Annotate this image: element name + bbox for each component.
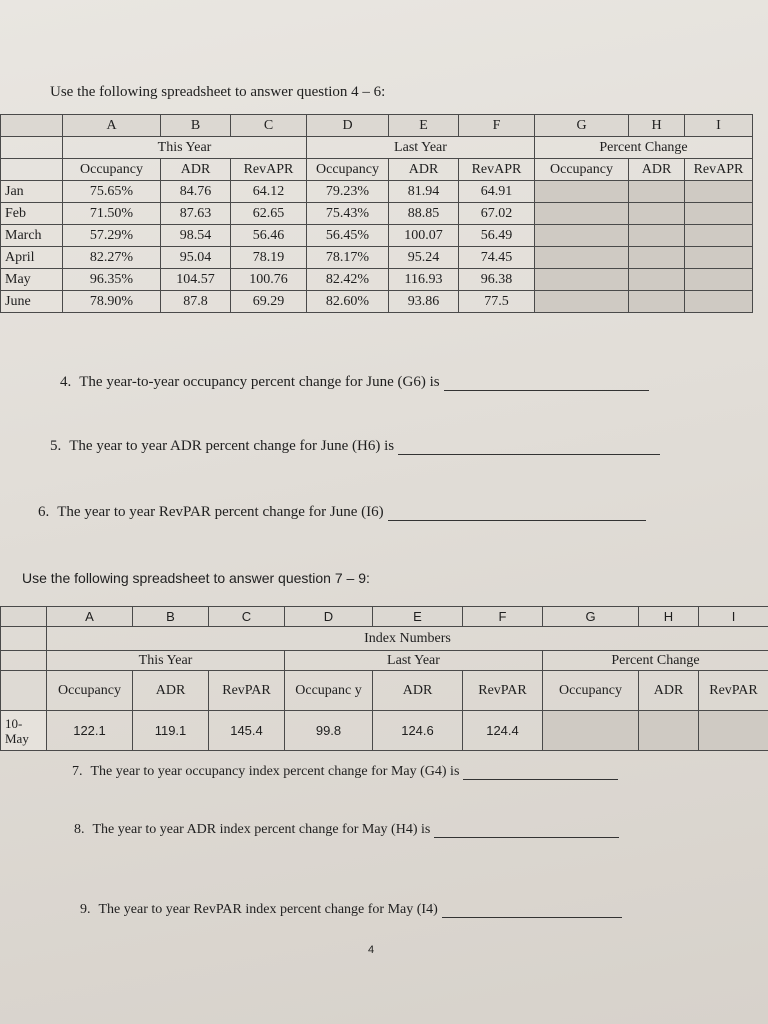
- cell-ly-adr[interactable]: 116.93: [389, 269, 459, 291]
- question-4: [60, 374, 649, 391]
- section2-intro: Use the following spreadsheet to answer question 7 – 9:: [22, 570, 370, 586]
- cell-ty-adr[interactable]: 98.54: [161, 225, 231, 247]
- header-occupancy: Occupancy: [535, 159, 629, 181]
- header-occupancy: Occupancy: [47, 671, 133, 711]
- cell-ty-occupancy[interactable]: 71.50%: [63, 203, 161, 225]
- answer-blank[interactable]: [463, 778, 618, 780]
- column-letter: G: [543, 607, 639, 627]
- question-number: 7.: [72, 764, 83, 779]
- title-row: [1, 627, 768, 651]
- group-last-year: Last Year: [285, 651, 543, 671]
- header-revpar: RevPAR: [699, 671, 768, 711]
- cell-pc-adr[interactable]: [629, 225, 685, 247]
- column-letter: F: [463, 607, 543, 627]
- table-row: [1, 225, 753, 247]
- cell-ty-occupancy[interactable]: 75.65%: [63, 181, 161, 203]
- group-header-row: [1, 651, 768, 671]
- header-adr: ADR: [629, 159, 685, 181]
- cell-ty-adr[interactable]: 87.63: [161, 203, 231, 225]
- answer-blank[interactable]: [444, 389, 649, 391]
- row-label: 10- May: [1, 711, 47, 751]
- cell-pc-occupancy[interactable]: [535, 269, 629, 291]
- row-label-cell: [1, 137, 63, 159]
- cell-pc-adr[interactable]: [639, 711, 699, 751]
- cell-ty-occupancy[interactable]: 78.90%: [63, 291, 161, 313]
- header-adr: ADR: [133, 671, 209, 711]
- table-row: [1, 247, 753, 269]
- table-row: [1, 203, 753, 225]
- cell-ty-adr[interactable]: 104.57: [161, 269, 231, 291]
- group-this-year: This Year: [63, 137, 307, 159]
- answer-blank[interactable]: [434, 836, 619, 838]
- cell-pc-adr[interactable]: [629, 291, 685, 313]
- header-revpar: RevPAR: [463, 671, 543, 711]
- column-letter: D: [307, 115, 389, 137]
- question-text: The year to year RevPAR index percent change for May (I4): [98, 902, 438, 917]
- question-7: [72, 764, 618, 780]
- table-row: [1, 711, 768, 751]
- spreadsheet-monthly: [0, 114, 753, 313]
- column-letter: I: [699, 607, 768, 627]
- question-number: 8.: [74, 822, 85, 837]
- cell-pc-occupancy[interactable]: [535, 247, 629, 269]
- row-label: Feb: [1, 203, 63, 225]
- cell-ly-occupancy[interactable]: 78.17%: [307, 247, 389, 269]
- sheet-title: Index Numbers: [47, 627, 768, 651]
- column-letter: G: [535, 115, 629, 137]
- cell-ly-adr[interactable]: 124.6: [373, 711, 463, 751]
- question-9: [80, 902, 622, 918]
- column-letter-row: [1, 115, 753, 137]
- table-row: [1, 181, 753, 203]
- cell-pc-revpar[interactable]: [685, 269, 753, 291]
- row-label: April: [1, 247, 63, 269]
- cell-pc-adr[interactable]: [629, 181, 685, 203]
- cell-ty-adr[interactable]: 95.04: [161, 247, 231, 269]
- row-label-cell: [1, 627, 47, 651]
- question-text: The year to year occupancy index percent change for May (G4) is: [90, 764, 460, 779]
- question-5: [50, 438, 660, 455]
- question-6: [38, 504, 646, 521]
- column-letter: A: [63, 115, 161, 137]
- question-text: The year to year RevPAR percent change for June (I6): [57, 504, 384, 520]
- row-label: June: [1, 291, 63, 313]
- column-letter: C: [209, 607, 285, 627]
- group-last-year: Last Year: [307, 137, 535, 159]
- cell-ty-adr[interactable]: 119.1: [133, 711, 209, 751]
- header-revpar: RevAPR: [459, 159, 535, 181]
- cell-ly-occupancy[interactable]: 75.43%: [307, 203, 389, 225]
- column-letter: B: [133, 607, 209, 627]
- metric-header-row: [1, 671, 768, 711]
- header-revpar: RevAPR: [231, 159, 307, 181]
- cell-pc-revpar[interactable]: [685, 291, 753, 313]
- cell-ty-revpar[interactable]: 100.76: [231, 269, 307, 291]
- page-number: 4: [368, 944, 375, 956]
- cell-ty-occupancy[interactable]: 122.1: [47, 711, 133, 751]
- header-occupancy: Occupancy: [307, 159, 389, 181]
- cell-pc-revpar[interactable]: [685, 247, 753, 269]
- column-letter-row: [1, 607, 768, 627]
- row-label-cell: [1, 671, 47, 711]
- column-letter: H: [629, 115, 685, 137]
- row-label: Jan: [1, 181, 63, 203]
- cell-ty-revpar[interactable]: 78.19: [231, 247, 307, 269]
- question-text: The year-to-year occupancy percent change for June (G6) is: [79, 374, 440, 390]
- cell-ly-revpar[interactable]: 56.49: [459, 225, 535, 247]
- cell-pc-revpar[interactable]: [685, 181, 753, 203]
- answer-blank[interactable]: [398, 453, 660, 455]
- cell-pc-adr[interactable]: [629, 203, 685, 225]
- cell-ly-adr[interactable]: 95.24: [389, 247, 459, 269]
- row-label: March: [1, 225, 63, 247]
- header-adr: ADR: [161, 159, 231, 181]
- header-revpar: RevPAR: [209, 671, 285, 711]
- header-occupancy: Occupancy: [63, 159, 161, 181]
- cell-ly-adr[interactable]: 93.86: [389, 291, 459, 313]
- question-number: 5.: [50, 438, 62, 454]
- cell-ly-occupancy[interactable]: 79.23%: [307, 181, 389, 203]
- cell-pc-revpar[interactable]: [685, 203, 753, 225]
- group-this-year: This Year: [47, 651, 285, 671]
- cell-ty-occupancy[interactable]: 82.27%: [63, 247, 161, 269]
- column-letter: D: [285, 607, 373, 627]
- column-letter: H: [639, 607, 699, 627]
- question-number: 4.: [60, 374, 72, 390]
- cell-ly-revpar[interactable]: 74.45: [459, 247, 535, 269]
- cell-pc-occupancy[interactable]: [535, 181, 629, 203]
- column-letter: A: [47, 607, 133, 627]
- cell-pc-adr[interactable]: [629, 269, 685, 291]
- cell-ly-occupancy[interactable]: 56.45%: [307, 225, 389, 247]
- cell-ty-occupancy[interactable]: 96.35%: [63, 269, 161, 291]
- cell-ly-adr[interactable]: 100.07: [389, 225, 459, 247]
- cell-ly-occupancy[interactable]: 82.42%: [307, 269, 389, 291]
- corner-cell: [1, 607, 47, 627]
- column-letter: E: [373, 607, 463, 627]
- cell-ly-adr[interactable]: 88.85: [389, 203, 459, 225]
- column-letter: I: [685, 115, 753, 137]
- question-8: [74, 822, 619, 838]
- header-occupancy: Occupanc y: [285, 671, 373, 711]
- question-number: 6.: [38, 504, 50, 520]
- question-text: The year to year ADR index percent change for May (H4) is: [92, 822, 431, 837]
- corner-cell: [1, 115, 63, 137]
- cell-ty-revpar[interactable]: 62.65: [231, 203, 307, 225]
- header-revpar: RevAPR: [685, 159, 753, 181]
- cell-ty-adr[interactable]: 84.76: [161, 181, 231, 203]
- cell-pc-revpar[interactable]: [685, 225, 753, 247]
- table-row: [1, 291, 753, 313]
- table-row: [1, 269, 753, 291]
- cell-ly-revpar[interactable]: 124.4: [463, 711, 543, 751]
- column-letter: E: [389, 115, 459, 137]
- row-label-cell: [1, 159, 63, 181]
- cell-ly-revpar[interactable]: 67.02: [459, 203, 535, 225]
- question-number: 9.: [80, 902, 91, 917]
- cell-pc-occupancy[interactable]: [543, 711, 639, 751]
- header-occupancy: Occupancy: [543, 671, 639, 711]
- header-adr: ADR: [373, 671, 463, 711]
- column-letter: C: [231, 115, 307, 137]
- group-percent-change: Percent Change: [543, 651, 768, 671]
- cell-ty-revpar[interactable]: 69.29: [231, 291, 307, 313]
- cell-pc-occupancy[interactable]: [535, 225, 629, 247]
- cell-ty-revpar[interactable]: 145.4: [209, 711, 285, 751]
- column-letter: F: [459, 115, 535, 137]
- column-letter: B: [161, 115, 231, 137]
- cell-ly-revpar[interactable]: 96.38: [459, 269, 535, 291]
- answer-blank[interactable]: [388, 519, 646, 521]
- section1-intro: Use the following spreadsheet to answer question 4 – 6:: [50, 84, 386, 100]
- row-label: May: [1, 269, 63, 291]
- header-adr: ADR: [389, 159, 459, 181]
- cell-pc-occupancy[interactable]: [535, 291, 629, 313]
- cell-ly-occupancy[interactable]: 82.60%: [307, 291, 389, 313]
- cell-pc-occupancy[interactable]: [535, 203, 629, 225]
- row-label-cell: [1, 651, 47, 671]
- cell-ty-adr[interactable]: 87.8: [161, 291, 231, 313]
- header-adr: ADR: [639, 671, 699, 711]
- spreadsheet-index-numbers: [0, 606, 768, 751]
- cell-ty-revpar[interactable]: 56.46: [231, 225, 307, 247]
- question-text: The year to year ADR percent change for June (H6) is: [69, 438, 395, 454]
- cell-pc-adr[interactable]: [629, 247, 685, 269]
- cell-ly-revpar[interactable]: 64.91: [459, 181, 535, 203]
- cell-ly-occupancy[interactable]: 99.8: [285, 711, 373, 751]
- cell-ty-occupancy[interactable]: 57.29%: [63, 225, 161, 247]
- cell-ty-revpar[interactable]: 64.12: [231, 181, 307, 203]
- group-percent-change: Percent Change: [535, 137, 753, 159]
- group-header-row: [1, 137, 753, 159]
- metric-header-row: [1, 159, 753, 181]
- cell-ly-revpar[interactable]: 77.5: [459, 291, 535, 313]
- cell-pc-revpar[interactable]: [699, 711, 768, 751]
- answer-blank[interactable]: [442, 916, 622, 918]
- cell-ly-adr[interactable]: 81.94: [389, 181, 459, 203]
